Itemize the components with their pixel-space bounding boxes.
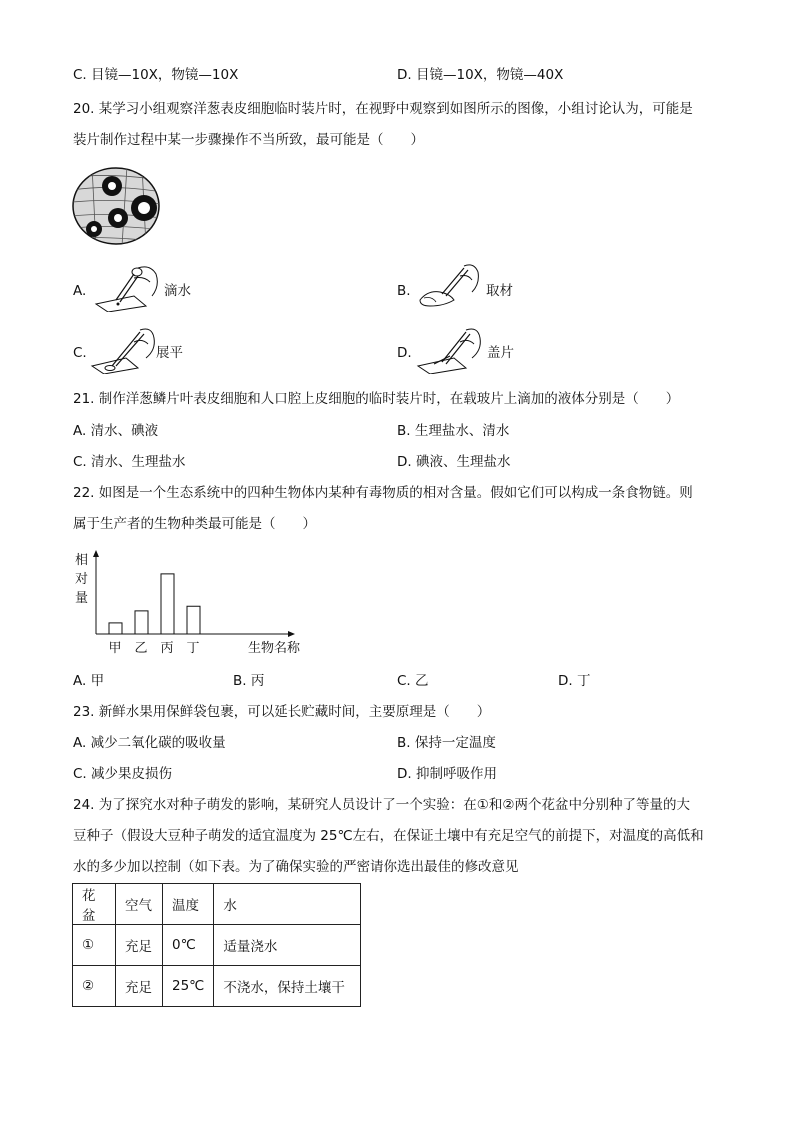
q24-stem-line2: 豆种子（假设大豆种子萌发的适宜温度为 25℃左右，在保证土壤中有充足空气的前提下，对温度的高低和 xyxy=(73,828,704,844)
q22-option-a: A. 甲 xyxy=(73,673,105,689)
q20-option-c-text: 展平 xyxy=(156,345,183,361)
q20-option-a-letter: A. xyxy=(73,283,87,299)
q22-stem-line1: 22. 如图是一个生态系统中的四种生物体内某种有毒物质的相对含量。假如它们可以构成一条食物链。则 xyxy=(73,485,693,501)
table-cell: 不浇水，保持土壤干 xyxy=(214,966,361,1007)
q22-option-c: C. 乙 xyxy=(397,673,429,689)
bar xyxy=(135,611,148,634)
q23-option-c: C. 减少果皮损伤 xyxy=(73,766,173,782)
table-cell: 充足 xyxy=(116,966,163,1007)
experiment-table xyxy=(72,883,361,1007)
q21-option-d: D. 碘液、生理盐水 xyxy=(397,454,511,470)
x-axis-label: 生物名称 xyxy=(248,641,300,656)
x-axis-arrow xyxy=(288,631,295,637)
x-tick-label: 丙 xyxy=(160,641,174,656)
x-tick-label: 甲 xyxy=(108,641,122,656)
q20-option-b-text: 取材 xyxy=(486,283,513,299)
table-cell: 充足 xyxy=(116,925,163,966)
q22-option-b: B. 丙 xyxy=(233,673,265,689)
dropper-dripping-water-icon xyxy=(94,266,162,312)
table-header-cell: 花盆 xyxy=(73,884,116,925)
q20-option-d-text: 盖片 xyxy=(487,345,514,361)
q24-stem-line1: 24. 为了探究水对种子萌发的影响，某研究人员设计了一个实验：在①和②两个花盆中分别种了等量的大 xyxy=(73,797,690,813)
q22-stem-line2: 属于生产者的生物种类最可能是（ ） xyxy=(73,516,316,532)
q20-option-c-letter: C. xyxy=(73,345,87,361)
q23-stem: 23. 新鲜水果用保鲜袋包裹，可以延长贮藏时间，主要原理是（ ） xyxy=(73,704,491,720)
q21-option-c: C. 清水、生理盐水 xyxy=(73,454,186,470)
forceps-taking-material-icon xyxy=(414,262,482,308)
q23-option-a: A. 减少二氧化碳的吸收量 xyxy=(73,735,226,751)
q21-option-a: A. 清水、碘液 xyxy=(73,423,159,439)
table-cell: 适量浇水 xyxy=(214,925,361,966)
needle-spreading-tissue-icon xyxy=(90,326,158,374)
table-row xyxy=(73,966,361,1007)
q20-option-d-letter: D. xyxy=(397,345,412,361)
q23-option-d: D. 抑制呼吸作用 xyxy=(397,766,497,782)
microscope-view-image xyxy=(72,166,162,250)
q23-option-b: B. 保持一定温度 xyxy=(397,735,496,751)
q20-option-b-letter: B. xyxy=(397,283,411,299)
table-cell: 25℃ xyxy=(163,966,214,1007)
table-header-cell: 水 xyxy=(214,884,361,925)
coverslip-placing-icon xyxy=(416,326,486,374)
q19-option-c: C. 目镜—10X，物镜—10X xyxy=(73,67,239,83)
q21-option-b: B. 生理盐水、清水 xyxy=(397,423,510,439)
q24-stem-line3: 水的多少加以控制（如下表。为了确保实验的严密请你选出最佳的修改意见 xyxy=(73,859,519,875)
q19-option-d: D. 目镜—10X，物镜—40X xyxy=(397,67,564,83)
q21-stem: 21. 制作洋葱鳞片叶表皮细胞和人口腔上皮细胞的临时装片时，在载玻片上滴加的液体分别是（ ） xyxy=(73,391,680,407)
bar xyxy=(161,574,174,634)
q20-option-a-text: 滴水 xyxy=(164,283,191,299)
q20-stem-line2: 装片制作过程中某一步骤操作不当所致，最可能是（ ） xyxy=(73,132,424,148)
q22-option-d: D. 丁 xyxy=(558,673,591,689)
x-tick-label: 丁 xyxy=(186,641,200,656)
bar xyxy=(109,623,122,634)
q20-stem-line1: 20. 某学习小组观察洋葱表皮细胞临时装片时，在视野中观察到如图所示的图像，小组讨论认为，可能是 xyxy=(73,101,693,117)
y-axis-label: 对 xyxy=(75,572,89,587)
y-axis-label: 相 xyxy=(75,553,89,568)
table-cell: ① xyxy=(73,925,116,966)
table-header-cell: 温度 xyxy=(163,884,214,925)
table-cell: ② xyxy=(73,966,116,1007)
table-header-row xyxy=(73,884,361,925)
toxin-bar-chart xyxy=(70,548,300,664)
table-cell: 0℃ xyxy=(163,925,214,966)
x-tick-label: 乙 xyxy=(134,641,148,656)
bar xyxy=(187,606,200,634)
y-axis-arrow xyxy=(93,550,99,557)
table-header-cell: 空气 xyxy=(116,884,163,925)
y-axis-label: 量 xyxy=(75,591,89,606)
table-row xyxy=(73,925,361,966)
